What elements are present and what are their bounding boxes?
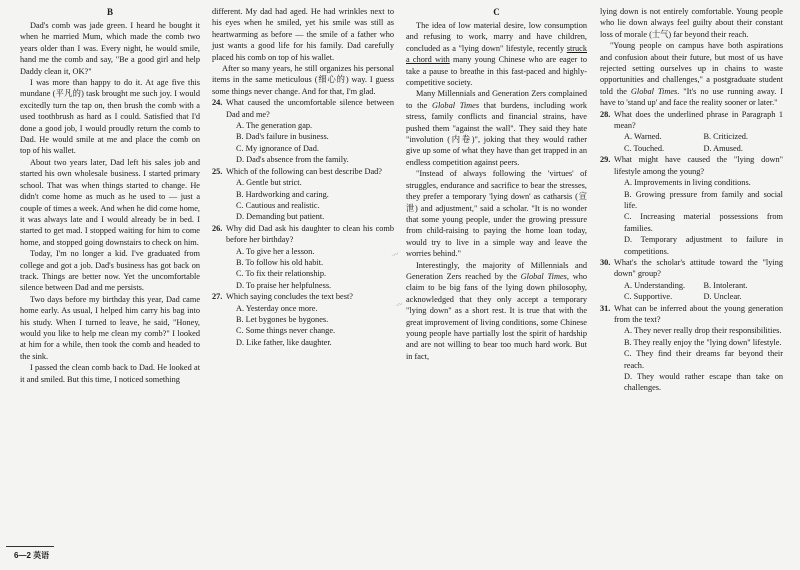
question-31 [600,303,783,394]
options [226,303,394,349]
question-number: 24. [212,98,223,108]
option-row [624,280,783,291]
question-24 [212,97,394,165]
section-b-heading: B [106,7,113,17]
option-a: A. Warned. [624,132,662,142]
question-number: 30. [600,257,611,267]
paragraph: Dad's comb was jade green. I heard he bought it when he married Mum, which made the comb two years older than I was. Every night, he would smile, hand me the comb and say, "Be a good girl and help Daddy clean it, OK?" [20,21,200,76]
option-c: C. Touched. [624,143,665,153]
publication-name: Global Times [630,86,678,96]
options [614,131,783,154]
text-run: Interestingly, the majority of Millennials and Generation Zers reached by the [406,260,587,281]
option-row [624,291,783,302]
question-stem: What might have caused the "lying down" lifestyle among the young? [614,155,783,176]
question-28 [600,109,783,155]
options [226,246,394,292]
question-number: 25. [212,166,223,176]
option-b: B. Growing pressure from family and social life. [624,189,783,210]
options [226,177,394,223]
text-run: , who claim to be big fans of the lying down philosophy, acknowledged that they only accept a temporary "lying down" as a short rest. It is true that with the great improvement of living conditions, some Chinese young people have partially lost the spirit of hardship and are not willing to bear too much hard work. But in fact, [406,271,587,361]
option-c: C. Supportive. [624,292,673,302]
option-b: B. To follow his old habit. [236,257,324,267]
page-footer [0,540,800,570]
option-c: C. Cautious and realistic. [236,200,320,210]
pencil-mark: 〰 [390,250,401,260]
text-run: many young Chinese who are eager to take a pause to breathe in this fast-paced and highly-competitive society. [406,55,587,88]
publication-name: Global Times [431,100,480,110]
question-26 [212,223,394,291]
paragraph [406,260,587,363]
option-a: A. They never really drop their responsibilities. [624,326,782,336]
question-25 [212,166,394,223]
option-row [624,131,783,142]
paragraph: About two years later, Dad left his sales job and started his own wholesale business. I started primary school. That was when things started to change. He didn't come home as much as he used to — just a couple of times a week. And when he did come home, it was always late and I would already be in bed. I started to get mad. I stopped waiting for him to come home, and stopped going downstairs to check on him. [20,157,200,247]
option-c: C. Some things never change. [236,326,336,336]
footer-rule [6,546,54,547]
option-d: D. To praise her helpfulness. [236,280,332,290]
option-d: D. They would rather escape than take on challenges. [624,372,783,393]
column-3 [406,6,587,362]
text-run: that burdens, including work stress, family conflicts and financial strains, have pushed them "against the wall". They said they hate "involution (内卷)", joking that they would rather give up some of what they have than get trapped in an endless competition against peers. [406,100,587,167]
option-a: A. Yesterday once more. [236,303,318,313]
question-29 [600,154,783,257]
option-c: C. To fix their relationship. [236,269,327,279]
options [614,280,783,303]
option-d: D. Dad's absence from the family. [236,155,349,165]
option-c: C. My ignorance of Dad. [236,143,319,153]
question-stem: Which saying concludes the text best? [226,292,353,302]
paragraph [406,20,587,88]
options [226,120,394,166]
option-d: D. Amused. [703,143,743,153]
option-b: B. Hardworking and caring. [236,189,329,199]
option-b: B. They really enjoy the "lying down" lifestyle. [624,337,782,347]
question-stem: What can be inferred about the young generation from the text? [614,303,783,324]
option-b: B. Intolerant. [703,280,748,290]
column-2 [212,6,394,348]
publication-name: Global Times [520,271,567,281]
column-4 [600,6,783,394]
question-stem: Why did Dad ask his daughter to clean his comb before her birthday? [226,223,394,245]
options [614,177,783,257]
option-a: A. The generation gap. [236,121,313,131]
paragraph [406,88,587,168]
text-run: . "It's no use running away. I have to 'stand up' and face the reality sooner or later." [600,86,783,108]
option-b: B. Criticized. [703,132,748,142]
options [614,325,783,393]
question-stem: What caused the uncomfortable silence between Dad and me? [226,98,394,119]
option-d: D. Temporary adjustment to failure in competitions. [624,235,783,256]
question-27 [212,291,394,348]
question-number: 31. [600,303,611,313]
underlined-phrase: struck a chord with [406,43,587,65]
question-stem: What's the scholar's attitude toward the "lying down" group? [614,257,783,279]
option-d: D. Demanding but patient. [236,212,325,222]
option-row [624,143,783,154]
option-a: A. Understanding. [624,280,686,290]
question-stem: What does the underlined phrase in Paragraph 1 mean? [614,109,783,131]
paragraph: different. My dad had aged. He had wrinkles next to his eyes when he smiled, yet his smile was still as heartwarming as before — the smile of a father who just wants a good life for his family. Dad carefully placed his comb on top of his wallet. [212,7,394,62]
text-run: The idea of low material desire, low consumption and refusing to work, marry and have children, concluded as a "lying down" lifestyle, recently [406,21,587,53]
option-b: B. Let bygones be bygones. [236,314,329,324]
page-number: 6—2 英语 [14,551,50,560]
paragraph: Today, I'm no longer a kid. I've graduated from college and got a job. Dad's business has got back on track. Things are better now. Yet the uncomfortable silence between Dad and me persists. [20,249,200,293]
pencil-mark: 〰 [394,300,405,310]
column-1 [20,6,200,385]
section-c-heading: C [493,7,500,17]
paragraph: "Instead of always following the 'virtues' of struggles, endurance and sacrifice to bear the stresses, they prefer a temporary 'lying down' as catharsis (宣泄) and adjustment," said a scholar. "It is no wonder that some young people, under the growing pressure from child-raising to paying the home loan today, would try to live in a simple way and leave the worries behind." [406,169,587,259]
question-number: 29. [600,155,611,165]
question-30 [600,257,783,303]
option-a: A. Improvements in living conditions. [624,178,751,188]
paragraph: I was more than happy to do it. At age five this mundane (平凡的) task brought me such joy. I would excitedly turn the tap on, then brush the comb with a used toothbrush as hard as I could. Satisfied that I'd done a good job, I would proudly return the comb to Dad. He would smile at me and place the comb on top of his wallet. [20,78,200,156]
paragraph: After so many years, he still organizes his personal items in the same meticulous (细心的) way. I guess some things never change. And for that, I'm glad. [212,64,394,96]
paragraph: lying down is not entirely comfortable. Young people who lie down always feel guilty about their constant loss of morale (士气) far beyond their reach. [600,7,783,39]
question-stem: Which of the following can best describe Dad? [226,166,382,176]
option-d: D. Like father, like daughter. [236,337,332,347]
option-a: A. Gentle but strict. [236,178,302,188]
option-b: B. Dad's failure in business. [236,132,329,142]
question-number: 27. [212,292,223,302]
option-d: D. Unclear. [703,292,742,302]
question-number: 26. [212,223,223,233]
text-run: "Young people on campus have both aspirations and confusion about their future, but most of us have rejected setting ourselves up in chains to waste opportunities and challenges," a postgraduate student told the [600,41,783,96]
option-c: C. Increasing material possessions from families. [624,212,783,233]
paragraph: I passed the clean comb back to Dad. He looked at it and smiled. But this time, I noticed something [20,363,200,384]
option-a: A. To give her a lesson. [236,246,315,256]
paragraph: Two days before my birthday this year, Dad came home early. As usual, I helped him carry his bag into his study. When I turned to leave, he said, "Honey, would you like to help me clean my comb?" I looked at him for a while, then took the comb and headed to the sink. [20,294,200,361]
paragraph [600,40,783,108]
text-run: Many Millennials and Generation Zers complained to the [406,89,587,110]
question-number: 28. [600,109,611,119]
option-c: C. They find their dreams far beyond their reach. [624,349,783,370]
